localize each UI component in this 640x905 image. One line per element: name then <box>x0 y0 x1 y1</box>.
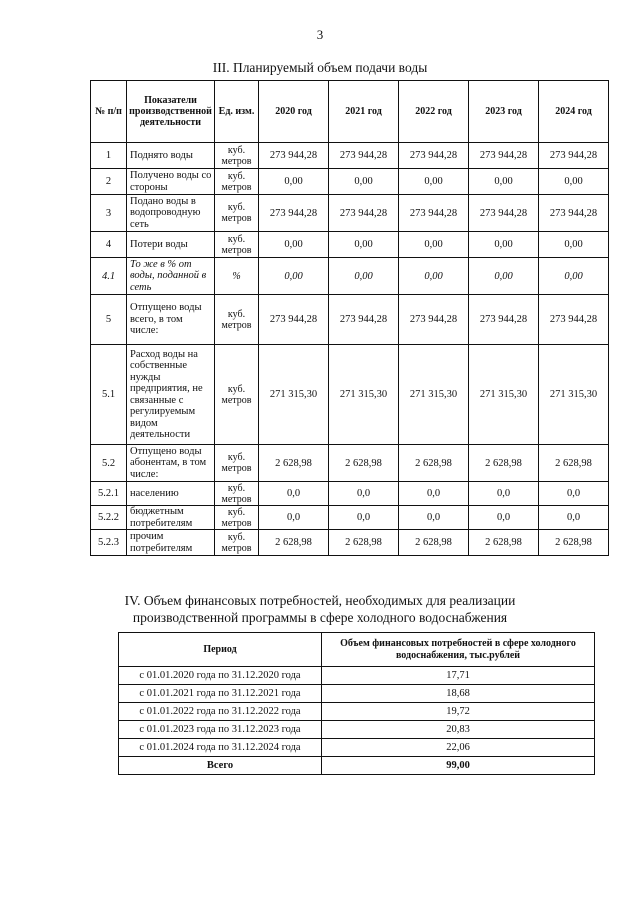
row-indicator: Поднято воды <box>127 143 215 169</box>
row-value: 0,0 <box>539 482 609 506</box>
row-value: 273 944,28 <box>259 143 329 169</box>
row-value: 0,00 <box>469 232 539 258</box>
table-row <box>91 506 609 530</box>
row-unit: куб. метров <box>215 143 259 169</box>
row-period: с 01.01.2020 года по 31.12.2020 года <box>119 667 322 685</box>
row-value: 0,00 <box>399 232 469 258</box>
row-unit: куб. метров <box>215 345 259 445</box>
row-number: 4.1 <box>91 258 127 295</box>
row-number: 5.2.1 <box>91 482 127 506</box>
row-value: 273 944,28 <box>399 195 469 232</box>
row-value: 0,00 <box>469 258 539 295</box>
row-value: 273 944,28 <box>329 143 399 169</box>
row-value: 0,00 <box>259 232 329 258</box>
row-period: с 01.01.2023 года по 31.12.2023 года <box>119 721 322 739</box>
row-value: 273 944,28 <box>329 195 399 232</box>
row-period: с 01.01.2021 года по 31.12.2021 года <box>119 685 322 703</box>
row-value: 271 315,30 <box>259 345 329 445</box>
header-unit: Ед. изм. <box>215 81 259 143</box>
row-value: 271 315,30 <box>329 345 399 445</box>
row-value: 273 944,28 <box>399 295 469 345</box>
row-value: 2 628,98 <box>259 445 329 482</box>
header-indicator: Показатели производственной деятельности <box>127 81 215 143</box>
row-value: 271 315,30 <box>399 345 469 445</box>
row-value: 0,0 <box>329 482 399 506</box>
row-indicator: Отпущено воды всего, в том числе: <box>127 295 215 345</box>
row-number: 4 <box>91 232 127 258</box>
header-year: 2020 год <box>259 81 329 143</box>
row-value: 0,00 <box>399 258 469 295</box>
row-value: 0,00 <box>399 169 469 195</box>
row-value: 0,0 <box>399 482 469 506</box>
row-amount: 20,83 <box>322 721 595 739</box>
header-row <box>91 81 609 143</box>
header-year: 2022 год <box>399 81 469 143</box>
row-number: 3 <box>91 195 127 232</box>
row-number: 5.1 <box>91 345 127 445</box>
table-row <box>119 703 595 721</box>
header-period: Период <box>119 633 322 667</box>
row-amount: 19,72 <box>322 703 595 721</box>
row-value: 273 944,28 <box>539 195 609 232</box>
row-value: 273 944,28 <box>539 143 609 169</box>
table-row <box>91 295 609 345</box>
row-indicator: бюджетным потребителям <box>127 506 215 530</box>
row-value: 2 628,98 <box>399 445 469 482</box>
header-year: 2023 год <box>469 81 539 143</box>
row-value: 273 944,28 <box>539 295 609 345</box>
row-indicator: Получено воды со стороны <box>127 169 215 195</box>
table-row <box>119 667 595 685</box>
row-value: 273 944,28 <box>469 295 539 345</box>
page-number: 3 <box>316 27 324 42</box>
row-value: 273 944,28 <box>259 195 329 232</box>
row-value: 2 628,98 <box>539 445 609 482</box>
row-number: 5.2 <box>91 445 127 482</box>
row-value: 273 944,28 <box>329 295 399 345</box>
row-indicator: То же в % от воды, поданной в сеть <box>127 258 215 295</box>
row-indicator: Потери воды <box>127 232 215 258</box>
row-number: 5.2.2 <box>91 506 127 530</box>
total-label: Всего <box>119 757 322 775</box>
table-row <box>91 482 609 506</box>
row-unit: куб. метров <box>215 482 259 506</box>
table-row <box>119 721 595 739</box>
row-value: 273 944,28 <box>469 195 539 232</box>
row-value: 2 628,98 <box>329 445 399 482</box>
row-unit: % <box>215 258 259 295</box>
financial-needs-table-body <box>119 667 595 775</box>
row-number: 2 <box>91 169 127 195</box>
table-row <box>91 143 609 169</box>
row-indicator: Расход воды на собственные нужды предприятия, не связанные с регулируемым видом деятельности <box>127 345 215 445</box>
table-row <box>91 530 609 556</box>
row-unit: куб. метров <box>215 295 259 345</box>
row-amount: 17,71 <box>322 667 595 685</box>
row-value: 0,00 <box>469 169 539 195</box>
table-row <box>119 685 595 703</box>
row-unit: куб. метров <box>215 169 259 195</box>
row-value: 2 628,98 <box>329 530 399 556</box>
row-indicator: Подано воды в водопроводную сеть <box>127 195 215 232</box>
row-value: 271 315,30 <box>469 345 539 445</box>
row-value: 0,00 <box>539 258 609 295</box>
row-number: 5 <box>91 295 127 345</box>
table-row <box>91 258 609 295</box>
header-row <box>119 633 595 667</box>
header-year: 2021 год <box>329 81 399 143</box>
section-4-title-line2: производственной программы в сфере холодного водоснабжения <box>132 610 508 625</box>
row-value: 0,0 <box>259 506 329 530</box>
row-unit: куб. метров <box>215 445 259 482</box>
section-4-title <box>0 592 640 626</box>
row-value: 273 944,28 <box>399 143 469 169</box>
row-indicator: населению <box>127 482 215 506</box>
table-row <box>91 445 609 482</box>
row-value: 0,00 <box>259 169 329 195</box>
row-value: 0,0 <box>329 506 399 530</box>
row-value: 0,0 <box>539 506 609 530</box>
row-unit: куб. метров <box>215 530 259 556</box>
row-amount: 18,68 <box>322 685 595 703</box>
row-value: 273 944,28 <box>469 143 539 169</box>
financial-needs-table <box>118 632 595 775</box>
row-value: 2 628,98 <box>399 530 469 556</box>
row-number: 5.2.3 <box>91 530 127 556</box>
water-supply-table <box>90 80 609 556</box>
row-value: 0,0 <box>469 506 539 530</box>
row-value: 0,00 <box>329 232 399 258</box>
table-row <box>91 195 609 232</box>
row-value: 0,0 <box>469 482 539 506</box>
row-value: 0,00 <box>329 169 399 195</box>
section-4-title-line1: IV. Объем финансовых потребностей, необходимых для реализации <box>124 593 516 608</box>
row-value: 2 628,98 <box>539 530 609 556</box>
row-value: 0,00 <box>539 169 609 195</box>
table-row <box>91 232 609 258</box>
row-value: 273 944,28 <box>259 295 329 345</box>
row-unit: куб. метров <box>215 232 259 258</box>
row-period: с 01.01.2022 года по 31.12.2022 года <box>119 703 322 721</box>
water-supply-table-body <box>91 143 609 556</box>
row-number: 1 <box>91 143 127 169</box>
total-amount: 99,00 <box>322 757 595 775</box>
header-num: № п/п <box>91 81 127 143</box>
row-indicator: Отпущено воды абонентам, в том числе: <box>127 445 215 482</box>
row-indicator: прочим потребителям <box>127 530 215 556</box>
row-amount: 22,06 <box>322 739 595 757</box>
table-row <box>91 345 609 445</box>
table-row <box>119 739 595 757</box>
row-unit: куб. метров <box>215 506 259 530</box>
row-unit: куб. метров <box>215 195 259 232</box>
row-value: 0,00 <box>329 258 399 295</box>
row-value: 2 628,98 <box>259 530 329 556</box>
row-value: 2 628,98 <box>469 445 539 482</box>
row-value: 0,00 <box>259 258 329 295</box>
table-row <box>91 169 609 195</box>
row-value: 2 628,98 <box>469 530 539 556</box>
section-3-title: III. Планируемый объем подачи воды <box>212 60 428 75</box>
header-year: 2024 год <box>539 81 609 143</box>
row-value: 271 315,30 <box>539 345 609 445</box>
row-value: 0,00 <box>539 232 609 258</box>
total-row <box>119 757 595 775</box>
row-period: с 01.01.2024 года по 31.12.2024 года <box>119 739 322 757</box>
row-value: 0,0 <box>399 506 469 530</box>
row-value: 0,0 <box>259 482 329 506</box>
header-amount: Объем финансовых потребностей в сфере холодного водоснабжения, тыс.рублей <box>322 633 595 667</box>
